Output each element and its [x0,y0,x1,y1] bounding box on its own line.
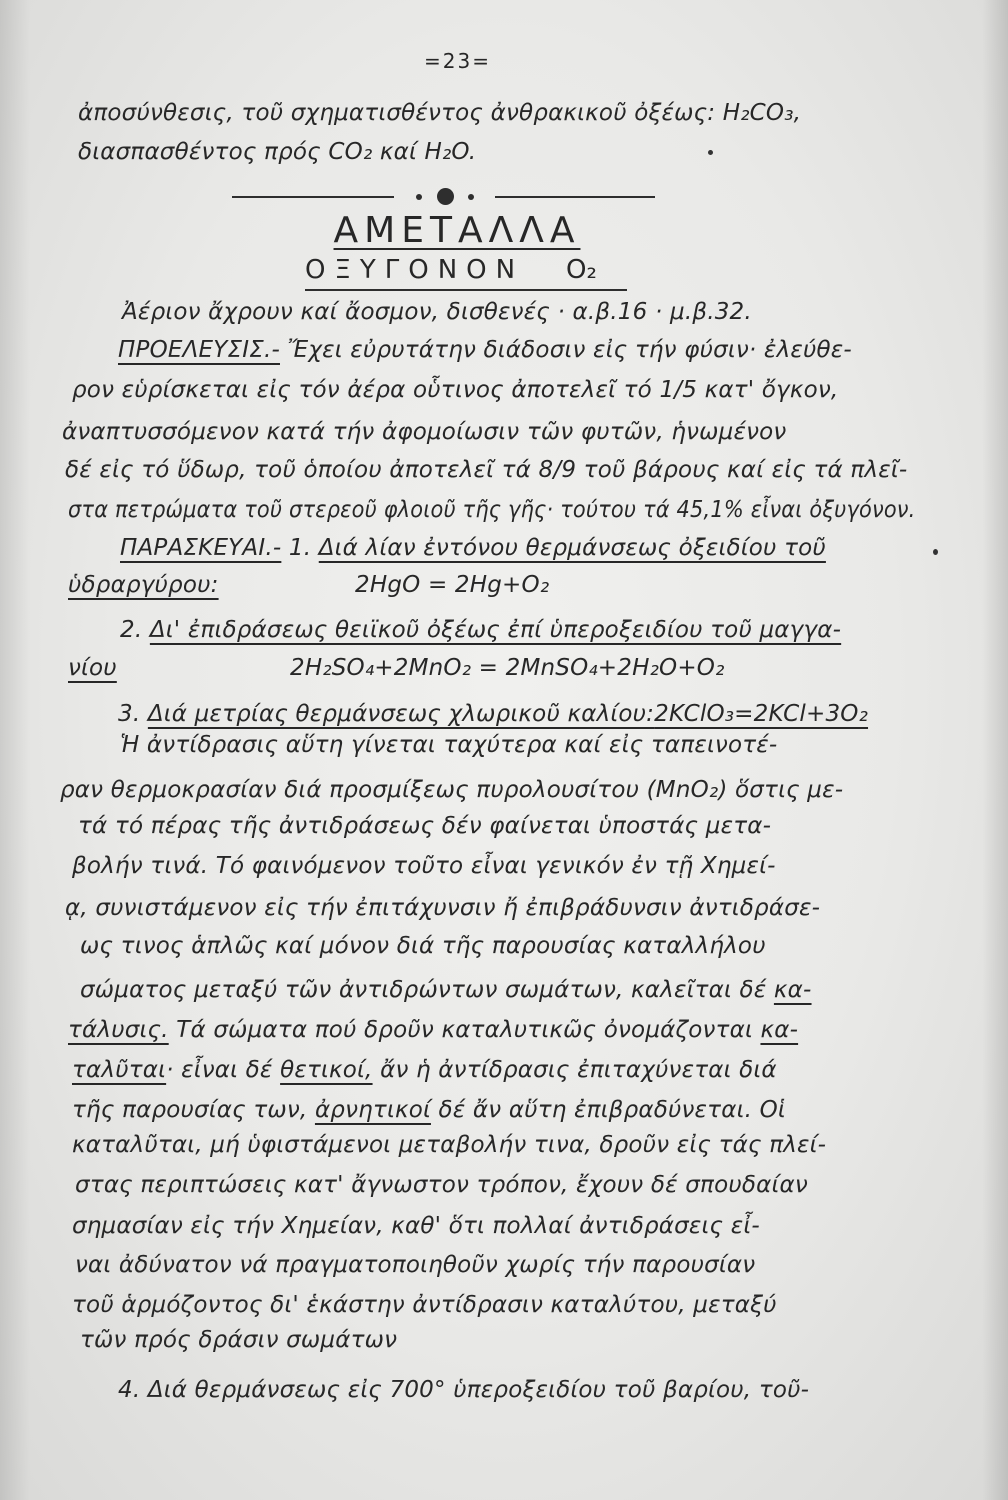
subtitle-underline [305,289,627,291]
underlined-term: κα- [773,977,812,1003]
text-line [118,1375,809,1405]
text-line: Ἡ ἀντίδρασις αὕτη γίνεται ταχύτερα καί εἰς ταπεινοτέ- [120,732,778,758]
text-segment: δέ ἄν αὕτη ἐπιβραδύνεται. Οἱ [438,1097,786,1123]
origin-heading: ΠΡΟΕΛΕΥΣΙΣ.- [118,337,280,363]
text-line: ως τινος ἁπλῶς καί μόνον διά τῆς παρουσίας καταλλήλου [80,933,766,959]
text-line: τά τό πέρας τῆς ἀντιδράσεως δέν φαίνεται ὑποστάς μετα- [78,813,772,839]
text-line: τῶν πρός δράσιν σωμάτων [80,1327,398,1353]
text-line: στας περιπτώσεις κατ' ἄγνωστον τρόπον, ἔχουν δέ σπουδαίαν [75,1172,808,1198]
method-text: Δι' ἐπιδράσεως θειϊκοῦ ὀξέως ἐπί ὑπεροξειδίου τοῦ μαγγα- [149,617,842,643]
chemical-equation: 2KClO₃=2KCl+3O₂ [654,701,869,727]
origin-first-line [118,335,852,365]
divider-line-left [232,196,394,198]
section-title: ΑΜΕΤΑΛΛΑ [333,210,581,251]
method-text: Διά θερμάνσεως εἰς 700° ὑπεροξειδίου τοῦ βαρίου, τοῦ- [147,1377,810,1403]
text-segment: Τά σώματα πού δροῦν καταλυτικῶς ὀνομάζονται [176,1017,753,1043]
method-number: 3. [118,701,141,727]
properties-line: Ἀέριον ἄχρουν καί ἄοσμον, δισθενές · α.β.16 · μ.β.32. [122,299,752,325]
text-line: διασπασθέντος πρός CO₂ καί H₂O. [78,139,477,165]
divider-dot-icon [468,194,474,200]
text-line: καταλῦται, μή ὑφιστάμενοι μεταβολήν τινα, δροῦν εἰς τάς πλεί- [72,1132,827,1158]
text-segment: ἄν ἡ ἀντίδρασις ἐπιταχύνεται διά [380,1057,777,1083]
underlined-term: ταλῦται [72,1057,167,1083]
text-line [80,975,812,1005]
text-line: βολήν τινά. Τό φαινόμενον τοῦτο εἶναι γενικόν ἐν τῇ Χημεί- [72,853,776,879]
text-line [72,1055,777,1085]
element-name: ΟΞΥΓΟΝΟΝ [305,255,525,285]
chemical-equation: 2HgO = 2Hg+O₂ [355,572,550,598]
text-segment: · εἶναι δέ [166,1057,273,1083]
text-line: στα πετρώματα τοῦ στερεοῦ φλοιοῦ τῆς γῆς· τούτου τά 45,1% εἶναι ὀξυγόνον. [68,497,916,523]
underlined-term: θετικοί, [280,1057,373,1083]
text-segment: τῆς παρουσίας των, [72,1097,308,1123]
method-number: 1. [288,535,312,561]
text-line: σημασίαν εἰς τήν Χημείαν, καθ' ὅτι πολλαί ἀντιδράσεις εἶ- [72,1213,760,1239]
chemical-equation: 2H₂SO₄+2MnO₂ = 2MnSO₄+2H₂O+O₂ [290,655,725,681]
text-line [72,1095,786,1125]
method-text: νίου [68,655,117,681]
element-formula: O₂ [566,255,597,285]
method-number: 2. [120,617,143,643]
page-number: =23= [424,49,491,73]
divider-ornament-icon [437,188,454,205]
text-line: ἀναπτυσσόμενον κατά τήν ἀφομοίωσιν τῶν φυτῶν, ἡνωμένον [62,419,787,445]
text-line: δέ εἰς τό ὕδωρ, τοῦ ὁποίου ἀποτελεῖ τά 8/9 τοῦ βάρους καί εἰς τά πλεῖ- [65,457,908,483]
divider-dot-icon [416,194,422,200]
text-line: ἀποσύνθεσις, τοῦ σχηματισθέντος ἀνθρακικοῦ ὀξέως: H₂CO₃, [78,100,802,126]
text-line [68,1015,798,1045]
method-number: 4. [118,1377,141,1403]
ink-speck [933,549,938,555]
text-line [68,653,117,683]
ink-speck [708,150,713,155]
preparation-heading: ΠΑΡΑΣΚΕΥΑΙ.- [120,535,282,561]
method-text: Διά μετρίας θερμάνσεως χλωρικοῦ καλίου: [147,701,655,727]
underlined-term: τάλυσις. [68,1017,169,1043]
text-segment: Ἔχει εὐρυτάτην διάδοσιν εἰς τήν φύσιν· ἐλεύθε- [287,337,852,363]
text-line: τοῦ ἁρμόζοντος δι' ἑκάστην ἀντίδρασιν καταλύτου, μεταξύ [72,1292,777,1318]
underlined-term: κα- [760,1017,799,1043]
text-line [68,570,219,600]
text-line: ραν θερμοκρασίαν διά προσμίξεως πυρολουσίτου (MnO₂) ὅστις με- [60,777,844,803]
method-text: ὑδραργύρου: [68,572,219,598]
method-text: Διά λίαν ἐντόνου θερμάνσεως ὀξειδίου τοῦ [318,535,826,561]
divider-line-right [495,196,655,198]
text-line: ρον εὑρίσκεται εἰς τόν ἀέρα οὗτινος ἀποτελεῖ τό 1/5 κατ' ὄγκον, [72,377,839,403]
text-line [120,615,841,645]
text-line [118,699,868,729]
underlined-term: ἀρνητικοί [314,1097,431,1123]
text-segment: σώματος μεταξύ τῶν ἀντιδρώντων σωμάτων, καλεῖται δέ [80,977,767,1003]
preparation-first-line [120,533,826,563]
text-line: ναι ἀδύνατον νά πραγματοποιηθοῦν χωρίς τήν παρουσίαν [75,1252,756,1278]
text-line: ᾳ, συνιστάμενον εἰς τήν ἐπιτάχυνσιν ἤ ἐπιβράδυνσιν ἀντιδράσε- [65,895,821,921]
